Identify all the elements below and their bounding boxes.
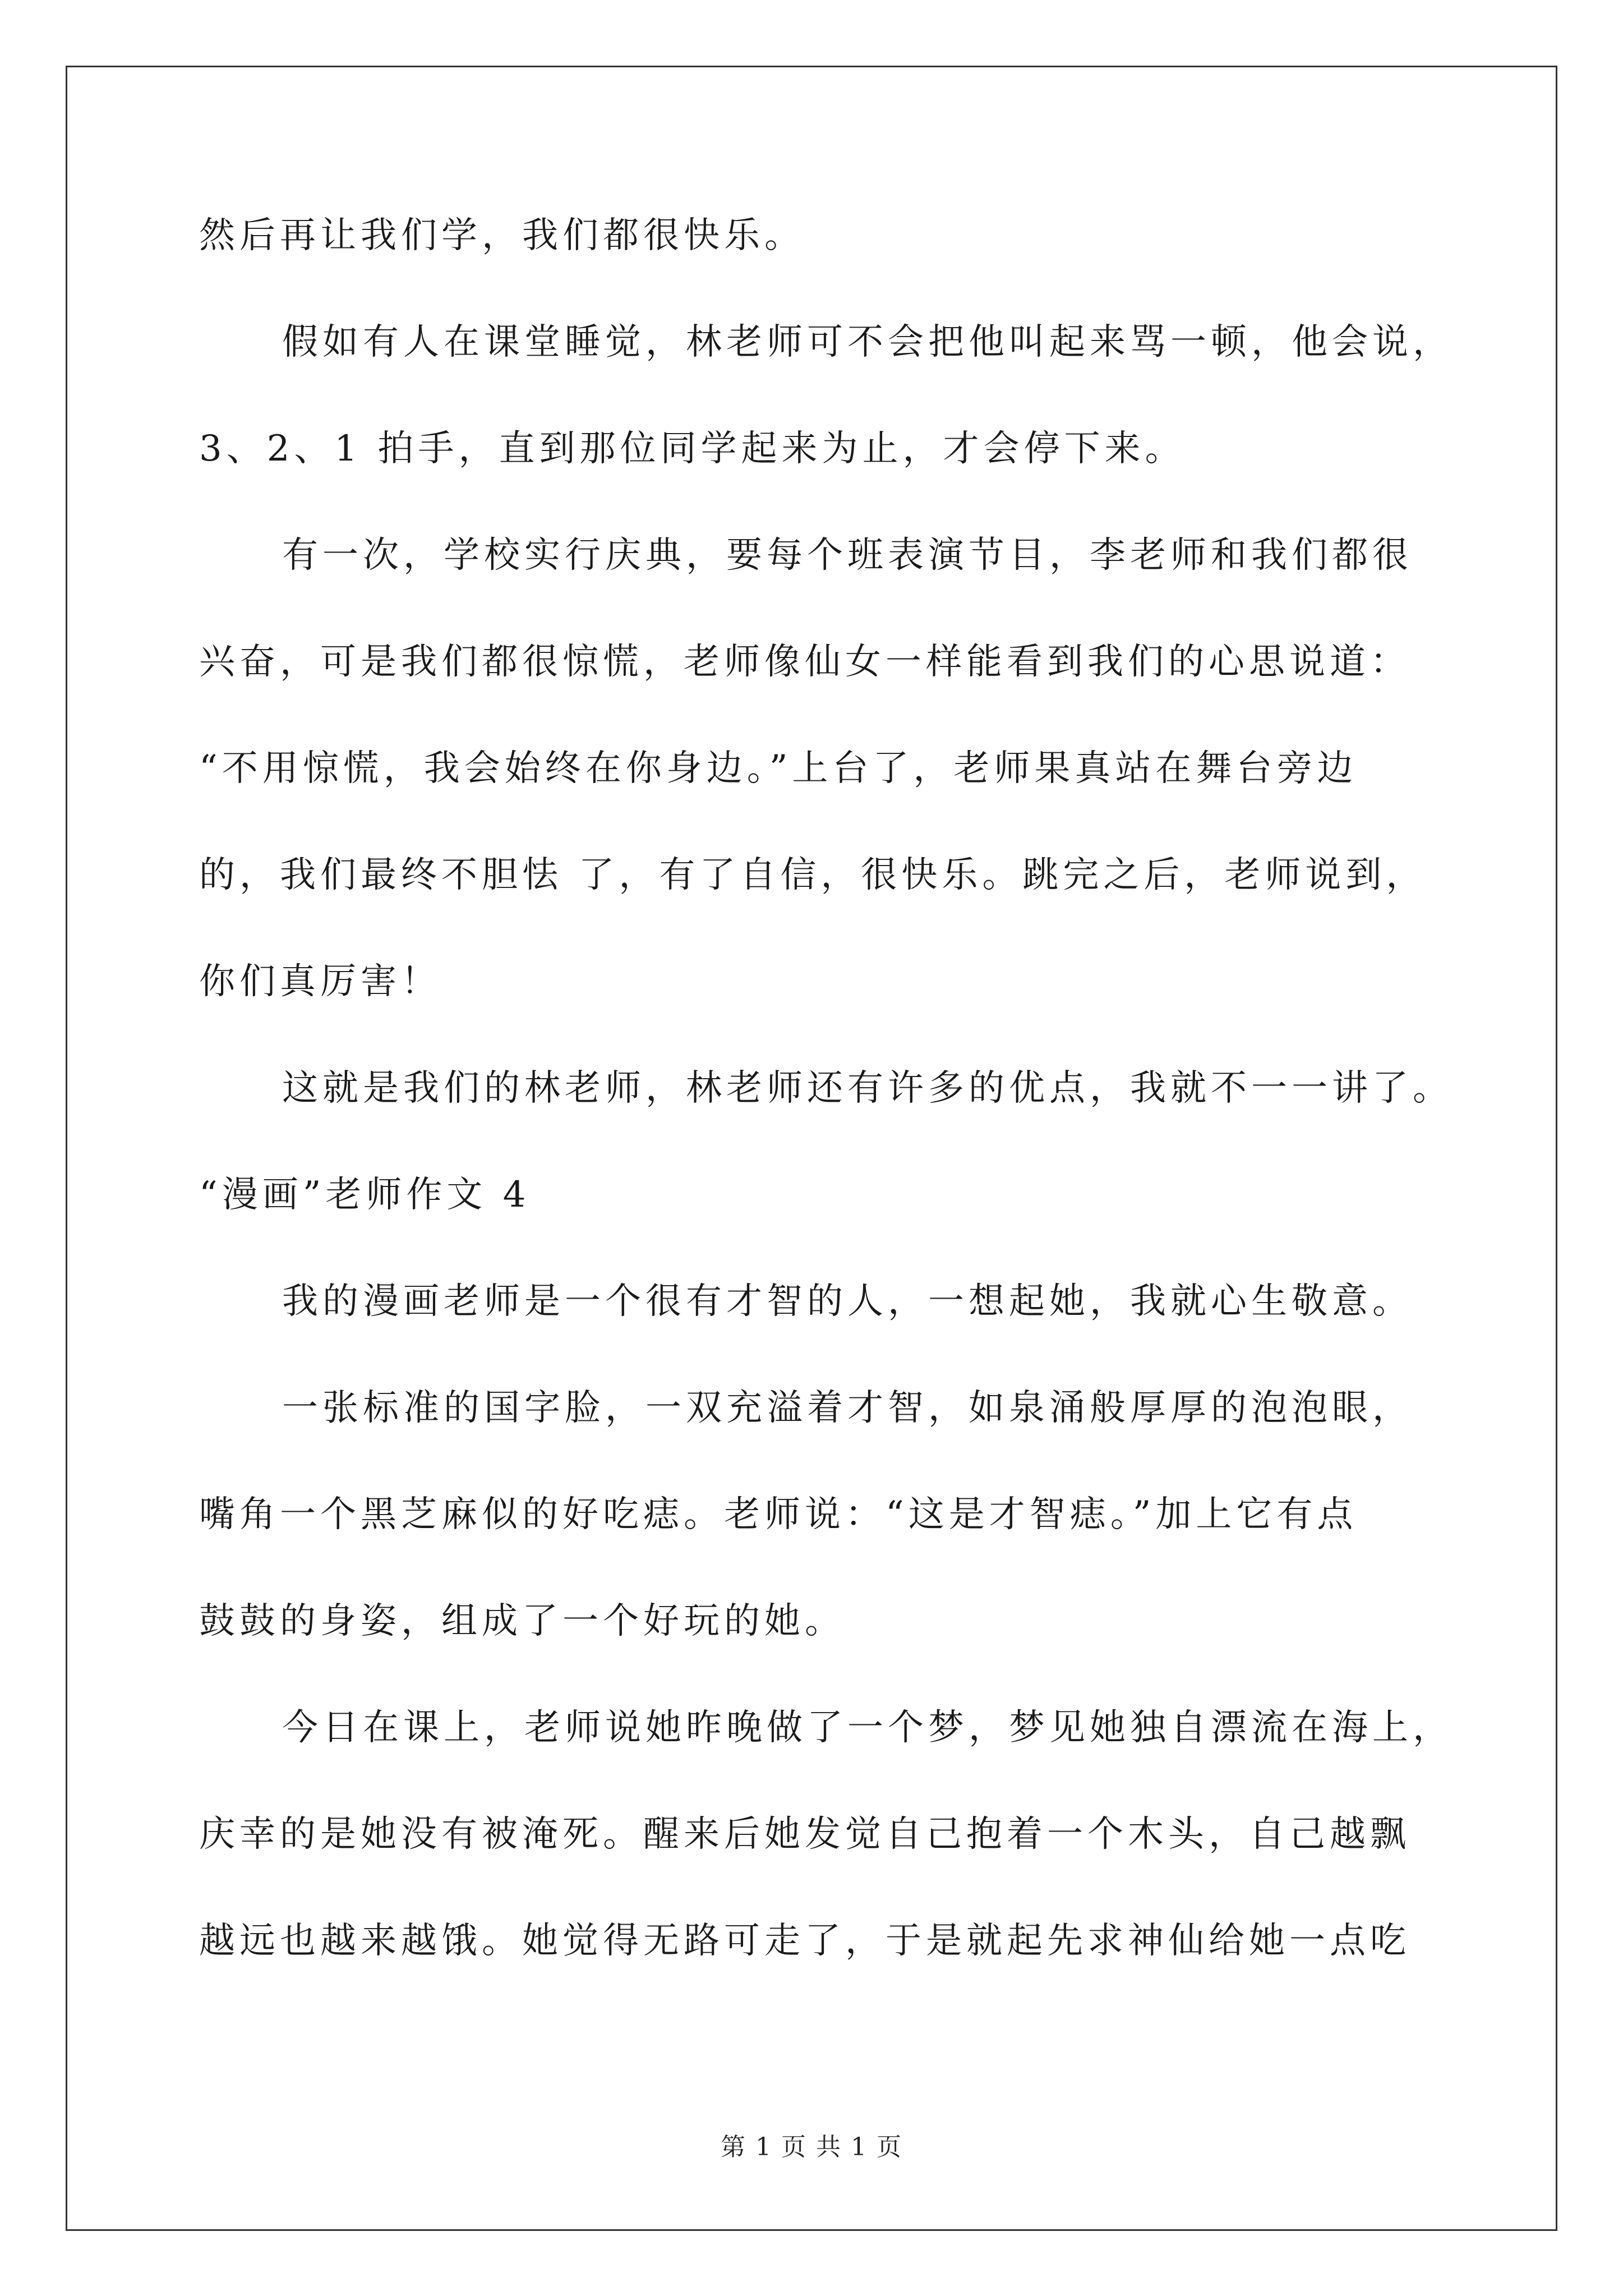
page-border bbox=[66, 66, 1557, 2231]
text-line: 然后再让我们学，我们都很快乐。 bbox=[199, 215, 805, 256]
text-line: 有一次，学校实行庆典，要每个班表演节目，李老师和我们都很 bbox=[282, 535, 1413, 576]
text-line: 嘴角一个黑芝麻似的好吃痣。老师说：“这是才智痣。”加上它有点 bbox=[199, 1494, 1358, 1535]
text-line: 兴奋，可是我们都很惊慌，老师像仙女一样能看到我们的心思说道： bbox=[199, 641, 1410, 683]
text-line: 这就是我们的林老师，林老师还有许多的优点，我就不一一讲了。 bbox=[282, 1068, 1453, 1109]
text-line: 假如有人在课堂睡觉，林老师可不会把他叫起来骂一顿，他会说， bbox=[282, 321, 1453, 363]
text-line: 越远也越来越饿。她觉得无路可走了，于是就起先求神仙给她一点吃 bbox=[199, 1920, 1410, 1962]
text-line: 你们真厉害！ bbox=[199, 961, 441, 1002]
text-line: “不用惊慌，我会始终在你身边。”上台了，老师果真站在舞台旁边 bbox=[199, 748, 1358, 789]
text-line: 庆幸的是她没有被淹死。醒来后她发觉自己抱着一个木头，自己越飘 bbox=[199, 1814, 1410, 1855]
page-footer: 第 1 页 共 1 页 bbox=[721, 2133, 902, 2161]
text-line: 我的漫画老师是一个很有才智的人，一想起她，我就心生敬意。 bbox=[282, 1281, 1413, 1322]
text-line: 的，我们最终不胆怯 了，有了自信，很快乐。跳完之后，老师说到， bbox=[199, 854, 1427, 896]
text-line: 鼓鼓的身姿，组成了一个好玩的她。 bbox=[199, 1600, 845, 1642]
text-line: 3、2、1 拍手，直到那位同学起来为止，才会停下来。 bbox=[199, 428, 1186, 470]
section-heading: “漫画”老师作文 4 bbox=[199, 1174, 531, 1216]
text-line: 一张标准的国字脸，一双充溢着才智，如泉涌般厚厚的泡泡眼， bbox=[282, 1387, 1413, 1429]
text-line: 今日在课上，老师说她昨晚做了一个梦，梦见她独自漂流在海上， bbox=[282, 1707, 1453, 1749]
